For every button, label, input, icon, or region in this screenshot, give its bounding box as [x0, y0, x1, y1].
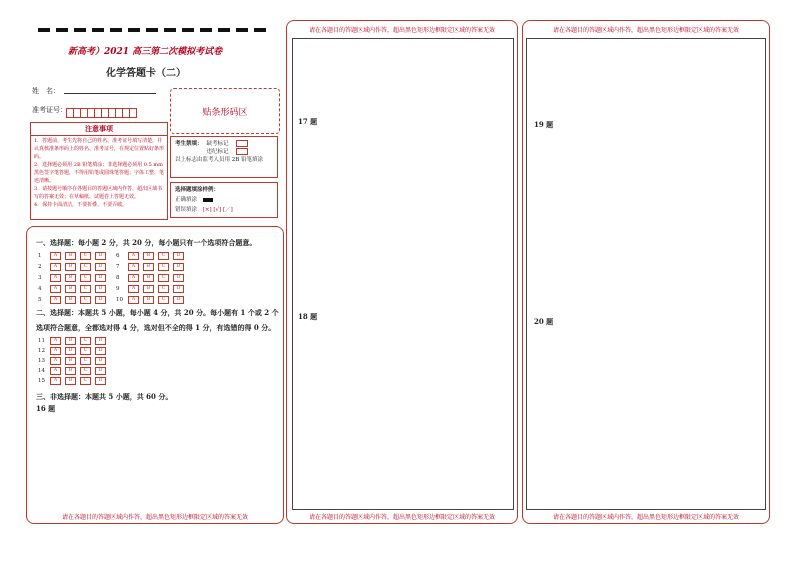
question-number: 1 — [38, 253, 42, 259]
option-bubble[interactable]: D — [95, 252, 106, 260]
question-row — [116, 263, 188, 271]
option-bubble[interactable]: A — [50, 377, 61, 385]
absent-label: 缺考标记 — [206, 141, 229, 147]
option-bubble[interactable]: A — [128, 274, 139, 282]
option-bubble[interactable]: C — [80, 296, 91, 304]
option-bubble[interactable]: C — [80, 285, 91, 293]
notice-item: 2．选择题必须用 2B 铅笔填涂；非选择题必须用 0.5 mm 黑色签字笔答题，不得用铅笔或圆珠笔答题；字体工整、笔迹清晰。 — [34, 162, 165, 184]
section1-heading: 一、选择题：每小题 2 分，共 20 分，每小题只有一个选项符合题意。 — [36, 238, 257, 247]
id-label: 准考证号： — [32, 106, 67, 114]
section2-heading-line1: 二、选择题：本题共 5 小题，每小题 4 分，共 20 分。每小题有 1 个或 2 个 — [36, 308, 279, 317]
exam-status-note: 以上标志由监考人员用 2B 铅笔填涂 — [175, 157, 264, 163]
option-bubble[interactable]: B — [143, 263, 154, 271]
question-number: 10 — [116, 297, 123, 303]
option-bubble[interactable]: C — [80, 252, 91, 260]
correct-fill-label: 正确填涂 — [175, 197, 198, 203]
question-row — [116, 252, 188, 260]
option-bubble[interactable]: D — [95, 285, 106, 293]
option-bubble[interactable]: A — [128, 252, 139, 260]
question-number: 3 — [38, 275, 42, 281]
warning-text-right-bottom: 请在各题目的答题区域内作答，超出黑色矩形边框限定区域的答案无效 — [552, 514, 739, 521]
q16-label: 16 题 — [36, 404, 56, 413]
question-number: 2 — [38, 264, 42, 270]
option-bubble[interactable]: C — [158, 252, 169, 260]
question-row — [38, 367, 110, 375]
option-bubble[interactable]: A — [50, 357, 61, 365]
option-bubble[interactable]: D — [95, 337, 106, 345]
question-row — [38, 263, 110, 271]
q19-label: 19 题 — [534, 120, 554, 129]
option-bubble[interactable]: C — [158, 296, 169, 304]
wrong-fill-marks: [×] [√] [／] — [202, 207, 233, 213]
option-bubble[interactable]: A — [50, 367, 61, 375]
option-bubble[interactable]: C — [80, 367, 91, 375]
option-bubble[interactable]: B — [65, 296, 76, 304]
option-bubble[interactable]: A — [128, 285, 139, 293]
option-bubble[interactable]: D — [173, 252, 184, 260]
option-bubble[interactable]: C — [158, 285, 169, 293]
option-bubble[interactable]: C — [80, 337, 91, 345]
option-bubble[interactable]: B — [143, 296, 154, 304]
barcode-label: 贴条形码区 — [202, 107, 248, 118]
option-bubble[interactable]: A — [50, 296, 61, 304]
question-row — [38, 357, 110, 365]
q18-label: 18 题 — [298, 312, 318, 321]
option-bubble[interactable]: D — [95, 347, 106, 355]
question-number: 15 — [38, 378, 45, 384]
question-row — [116, 296, 188, 304]
option-bubble[interactable]: D — [173, 274, 184, 282]
option-bubble[interactable]: A — [50, 337, 61, 345]
option-bubble[interactable]: B — [65, 337, 76, 345]
notice-heading: 注意事项 — [31, 123, 167, 136]
option-bubble[interactable]: A — [50, 285, 61, 293]
violation-checkbox[interactable] — [236, 148, 248, 155]
wrong-fill-label: 错误填涂 — [175, 207, 198, 213]
question-row — [38, 377, 110, 385]
option-bubble[interactable]: C — [80, 347, 91, 355]
question-row — [38, 347, 110, 355]
option-bubble[interactable]: D — [95, 377, 106, 385]
option-bubble[interactable]: D — [95, 357, 106, 365]
warning-text-right-top: 请在各题目的答题区域内作答，超出黑色矩形边框限定区域的答案无效 — [552, 27, 739, 34]
question-number: 8 — [116, 275, 120, 281]
option-bubble[interactable]: B — [65, 263, 76, 271]
option-bubble[interactable]: D — [95, 296, 106, 304]
question-row — [116, 285, 188, 293]
option-bubble[interactable]: A — [50, 252, 61, 260]
section2-heading-line2: 选项符合题意，全都选对得 4 分，选对但不全的得 1 分，有选错的得 0 分。 — [36, 323, 276, 332]
option-bubble[interactable]: D — [173, 263, 184, 271]
question-row — [116, 274, 188, 282]
option-bubble[interactable]: D — [173, 296, 184, 304]
question-number: 6 — [116, 253, 120, 259]
option-bubble[interactable]: B — [65, 252, 76, 260]
id-boxes[interactable] — [66, 103, 136, 122]
section3-heading: 三、非选择题：本题共 5 小题，共 60 分。 — [36, 392, 173, 401]
option-bubble[interactable]: B — [65, 285, 76, 293]
question-number: 7 — [116, 264, 120, 270]
question-number: 12 — [38, 348, 45, 354]
option-bubble[interactable]: B — [65, 347, 76, 355]
option-bubble[interactable]: A — [50, 347, 61, 355]
question-row — [38, 252, 110, 260]
q19-20-answer-box[interactable] — [526, 38, 766, 510]
option-bubble[interactable]: A — [50, 274, 61, 282]
option-bubble[interactable]: C — [80, 274, 91, 282]
option-bubble[interactable]: D — [95, 263, 106, 271]
option-bubble[interactable]: B — [65, 274, 76, 282]
question-number: 4 — [38, 286, 42, 292]
option-bubble[interactable]: B — [143, 285, 154, 293]
exam-status-label: 考生禁填： — [175, 141, 203, 147]
question-number: 13 — [38, 358, 45, 364]
option-bubble[interactable]: B — [143, 252, 154, 260]
option-bubble[interactable]: D — [95, 367, 106, 375]
warning-text-middle-bottom: 请在各题目的答题区域内作答，超出黑色矩形边框限定区域的答案无效 — [308, 514, 495, 521]
option-bubble[interactable]: A — [50, 263, 61, 271]
question-row — [38, 285, 110, 293]
notice-item: 4．保持卡面清洁，不要折叠、不要弄破。 — [34, 202, 128, 208]
option-bubble[interactable]: C — [80, 357, 91, 365]
fill-sample-heading: 选择题填涂样例： — [175, 187, 220, 193]
notice-item: 1．答题前，考生先将自己的姓名、准考证号填写清楚，并认真核准条形码上的姓名、准考证号，在规定位置贴好条形码。 — [34, 138, 165, 160]
question-number: 11 — [38, 338, 45, 344]
option-bubble[interactable]: A — [128, 263, 139, 271]
question-number: 9 — [116, 286, 120, 292]
correct-fill-sample — [203, 198, 213, 202]
notice-box — [30, 122, 168, 220]
option-bubble[interactable]: C — [80, 377, 91, 385]
exam-title: 新高考）2021 高三第二次模拟考试卷 — [68, 47, 223, 57]
q17-18-answer-box[interactable] — [292, 38, 514, 510]
card-subtitle: 化学答题卡（二） — [106, 68, 186, 79]
violation-label: 违纪标记 — [206, 149, 229, 155]
option-bubble[interactable]: C — [158, 263, 169, 271]
question-row — [38, 274, 110, 282]
warning-text-left: 请在各题目的答题区域内作答，超出黑色矩形边框限定区域的答案无效 — [61, 514, 248, 521]
barcode-area — [170, 88, 280, 134]
warning-text-middle-top: 请在各题目的答题区域内作答，超出黑色矩形边框限定区域的答案无效 — [308, 27, 495, 34]
fill-sample-box — [170, 182, 278, 218]
name-label: 姓 名： — [32, 87, 60, 95]
exam-status-box — [170, 136, 278, 178]
question-row — [38, 296, 110, 304]
option-bubble[interactable]: B — [65, 377, 76, 385]
question-row — [38, 337, 110, 345]
option-bubble[interactable]: D — [173, 285, 184, 293]
name-field[interactable] — [64, 93, 156, 94]
q17-label: 17 题 — [298, 117, 318, 126]
notice-item: 3．请按题号顺序在各题目的答题区域内作答，超出区域书写的答案无效；在草稿纸、试题卷上答题无效。 — [34, 186, 163, 200]
option-bubble[interactable]: B — [143, 274, 154, 282]
question-number: 5 — [38, 297, 42, 303]
absent-checkbox[interactable] — [236, 140, 248, 147]
question-number: 14 — [38, 368, 45, 374]
option-bubble[interactable]: C — [80, 263, 91, 271]
option-bubble[interactable]: A — [128, 296, 139, 304]
option-bubble[interactable]: C — [158, 274, 169, 282]
option-bubble[interactable]: B — [65, 357, 76, 365]
option-bubble[interactable]: D — [95, 274, 106, 282]
q20-label: 20 题 — [534, 317, 554, 326]
option-bubble[interactable]: B — [65, 367, 76, 375]
